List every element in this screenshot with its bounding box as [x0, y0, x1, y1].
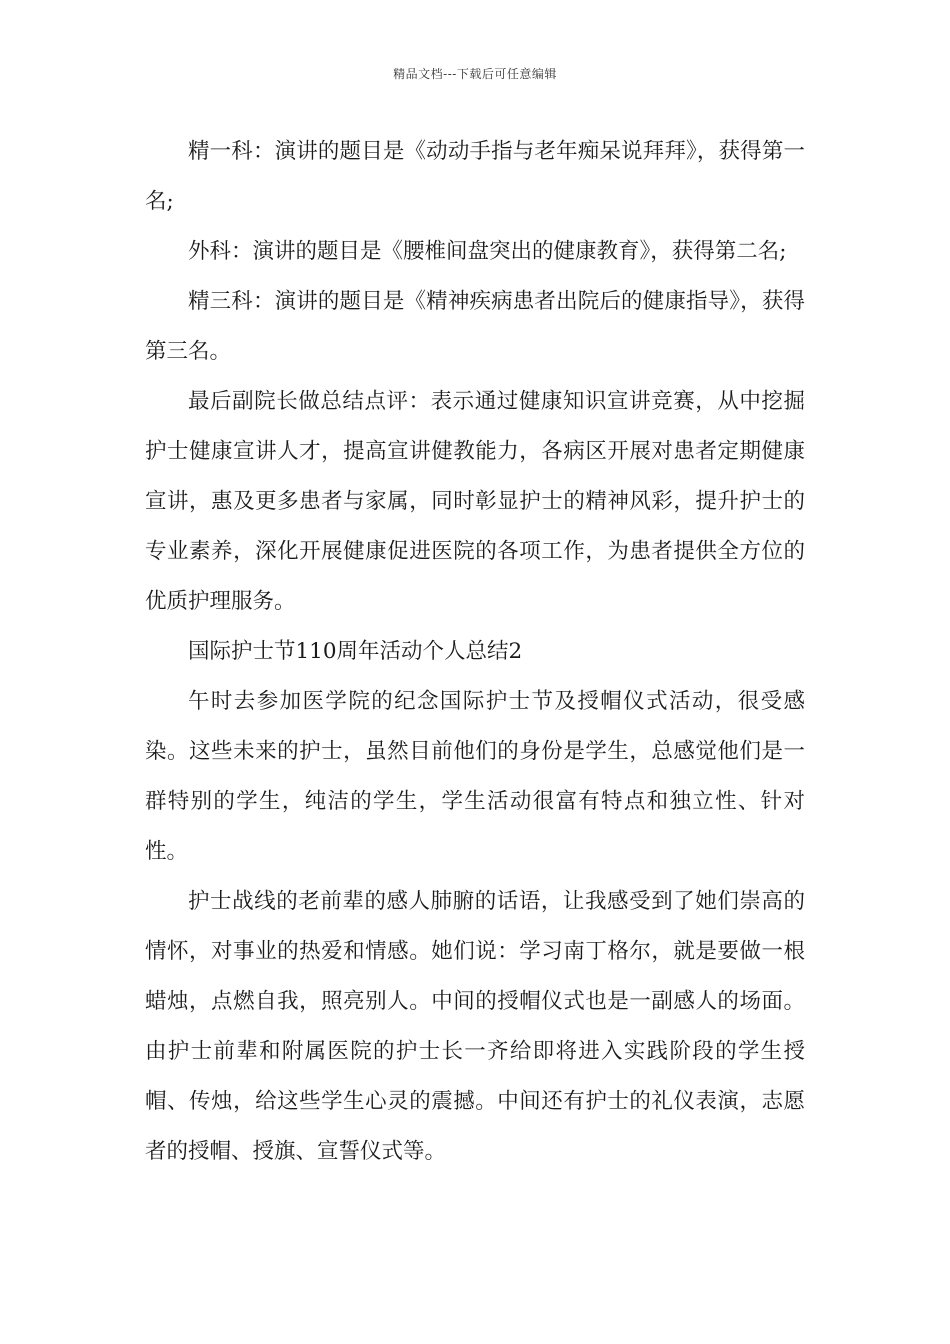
- paragraph-award-first: 精一科：演讲的题目是《动动手指与老年痴呆说拜拜》，获得第一名;: [145, 139, 805, 214]
- page-header: 精品文档---下载后可任意编辑: [393, 67, 557, 81]
- paragraph-veteran-words: 护士战线的老前辈的感人肺腑的话语，让我感受到了她们崇高的情怀，对事业的热爱和情感。她们说：学习南丁格尔，就是要做一根蜡烛，点燃自我，照亮别人。中间的授帽仪式也是一副感人的场面。由护士前辈和附属医院的护士长一齐给即将进入实践阶段的学生授帽、传烛，给这些学生心灵的震撼。中间还有护士的礼仪表演，志愿者的授帽、授旗、宣誓仪式等。: [145, 889, 805, 1164]
- paragraph-award-third: 精三科：演讲的题目是《精神疾病患者出院后的健康指导》，获得第三名。: [145, 289, 805, 364]
- paragraph-award-second: 外科：演讲的题目是《腰椎间盘突出的健康教育》，获得第二名;: [188, 239, 787, 264]
- section-heading: 国际护士节110周年活动个人总结2: [188, 639, 523, 664]
- document-body: [145, 127, 805, 1177]
- paragraph-summary-review: 最后副院长做总结点评：表示通过健康知识宣讲竞赛，从中挖掘护士健康宣讲人才，提高宣讲健教能力，各病区开展对患者定期健康宣讲，惠及更多患者与家属，同时彰显护士的精神风彩，提升护士的专业素养，深化开展健康促进医院的各项工作，为患者提供全方位的优质护理服务。: [145, 389, 805, 614]
- paragraph-capping-ceremony: 午时去参加医学院的纪念国际护士节及授帽仪式活动，很受感染。这些未来的护士，虽然目前他们的身份是学生，总感觉他们是一群特别的学生，纯洁的学生，学生活动很富有特点和独立性、针对性。: [145, 689, 805, 864]
